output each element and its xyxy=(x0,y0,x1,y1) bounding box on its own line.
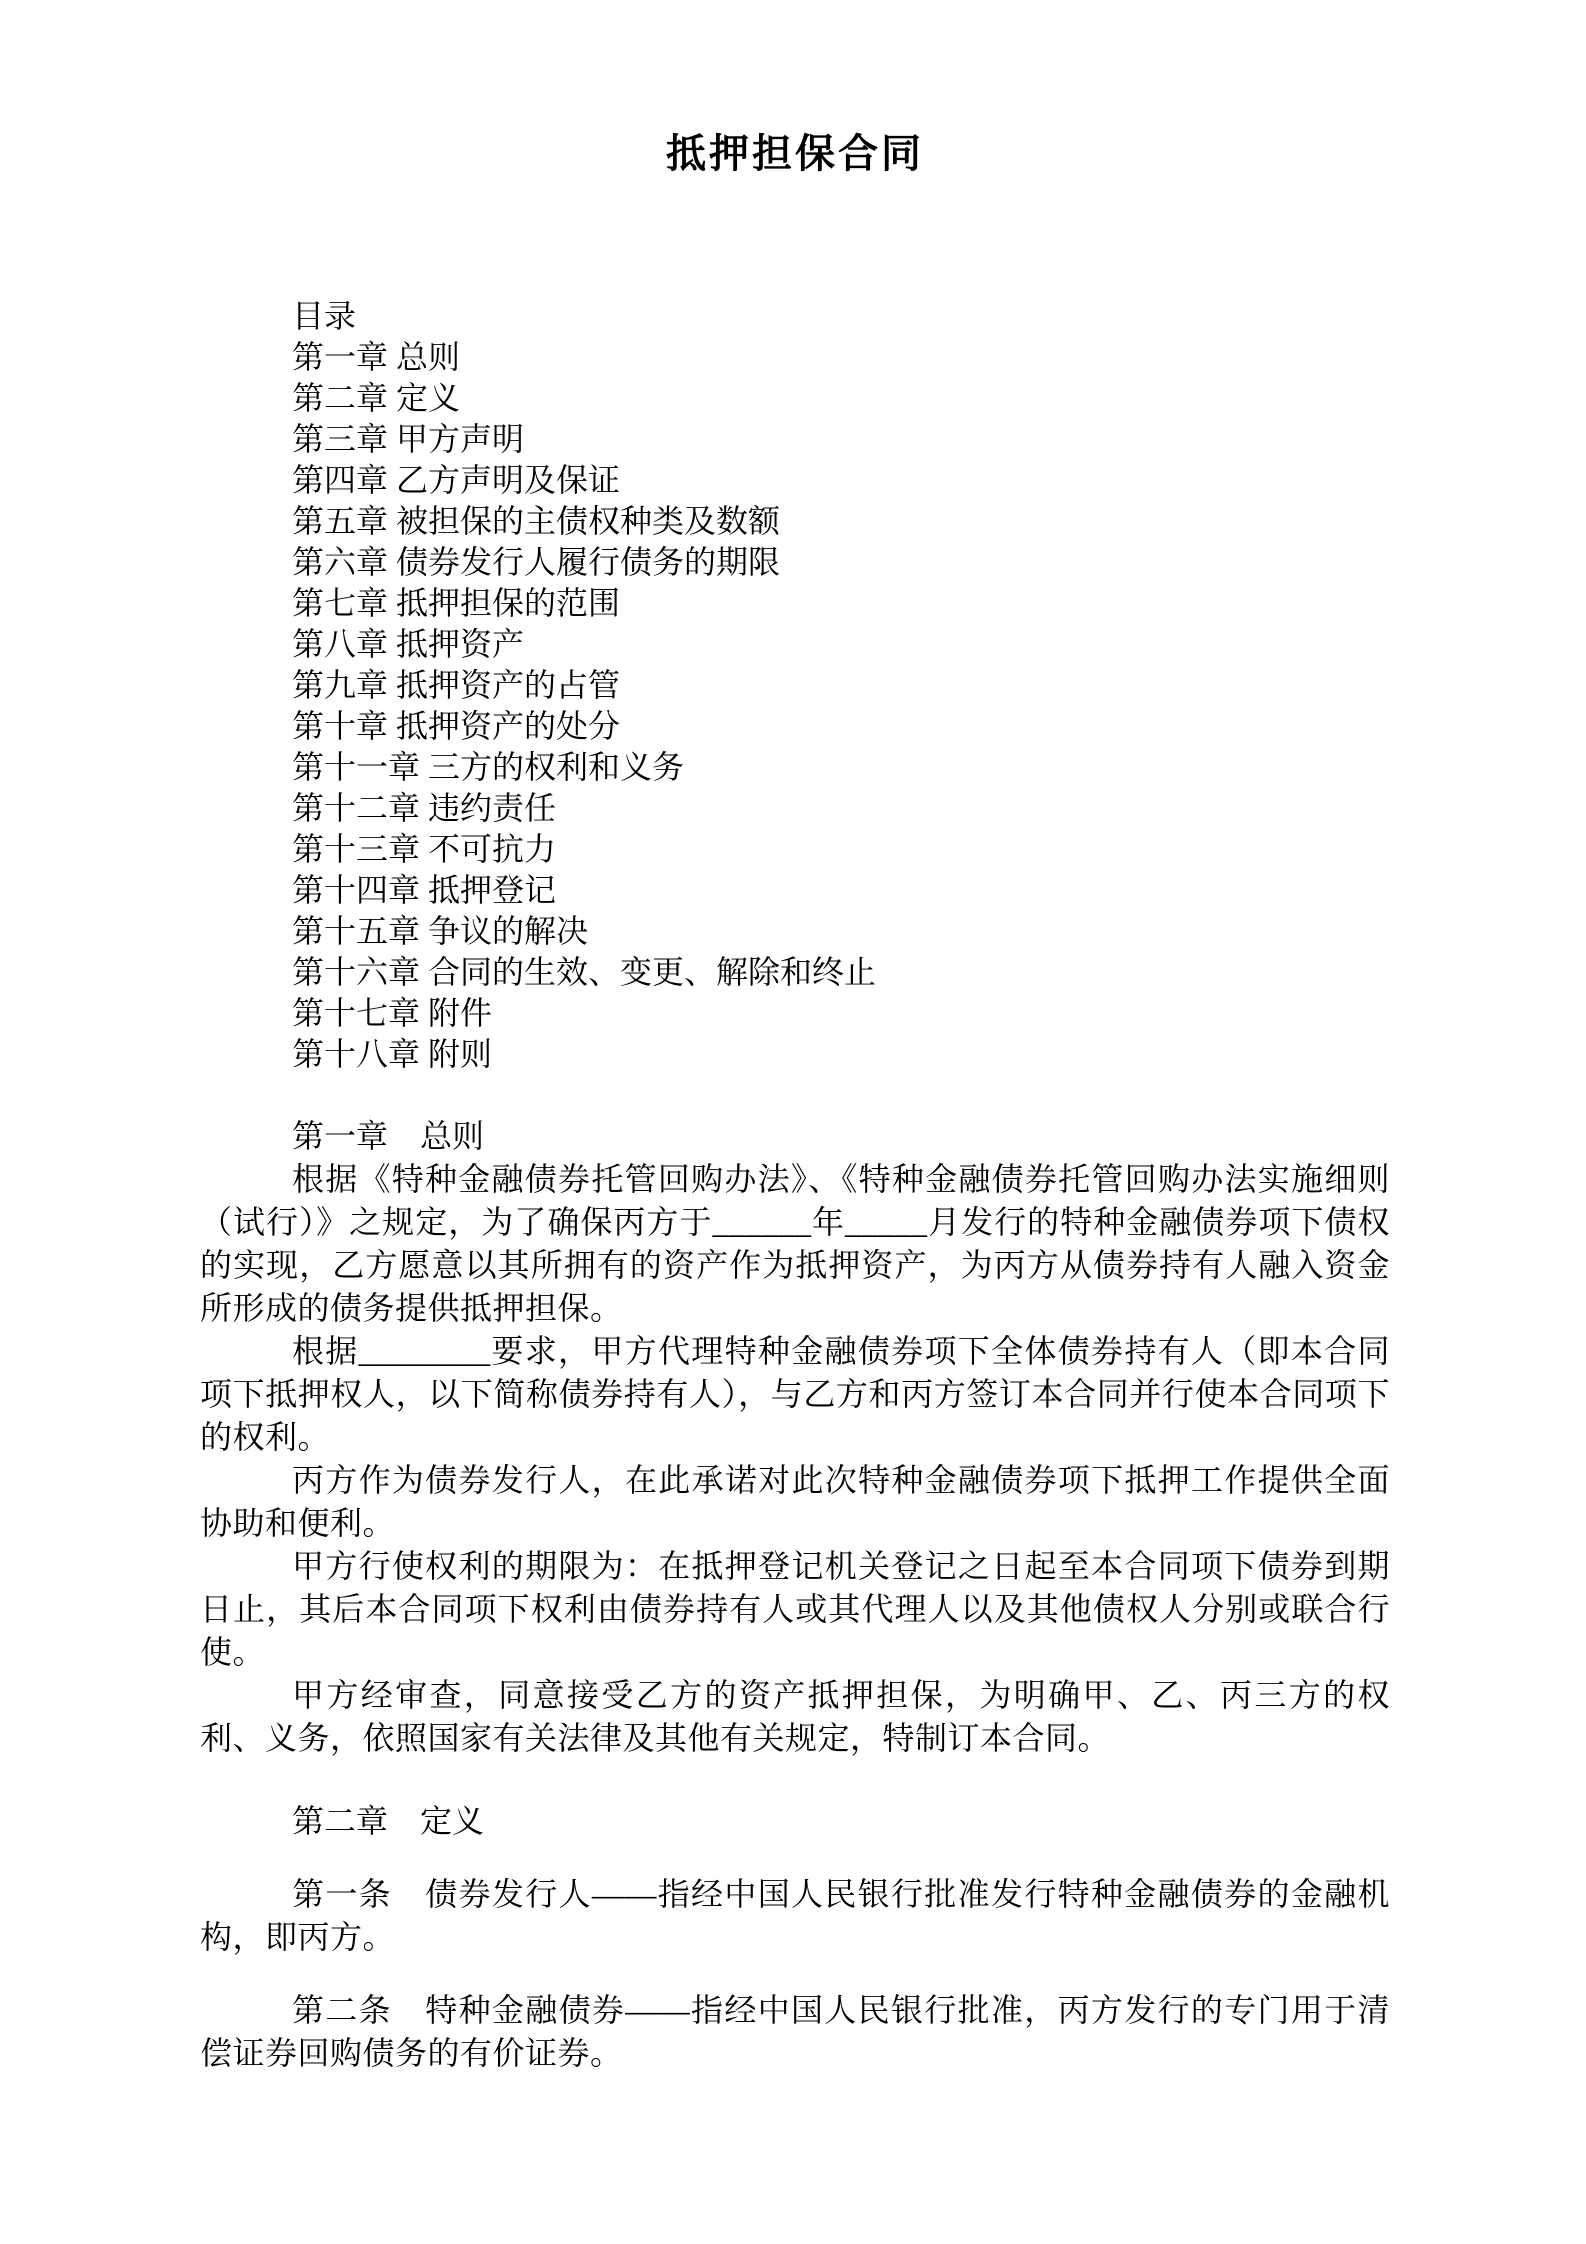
toc-item-17: 第十七章 附件 xyxy=(292,995,493,1031)
toc-item-15: 第十五章 争议的解决 xyxy=(292,913,589,949)
chapter-2-paragraph-2: 第二条 特种金融债券——指经中国人民银行批准，丙方发行的专门用于清偿证券回购债务的有价证券。 xyxy=(200,1992,1390,2071)
toc-item-10: 第十章 抵押资产的处分 xyxy=(292,708,621,744)
chapter-2-paragraph-1: 第一条 债券发行人——指经中国人民银行批准发行特种金融债券的金融机构，即丙方。 xyxy=(200,1876,1390,1955)
toc-item-2: 第二章 定义 xyxy=(292,380,461,416)
chapter-1-paragraph-4: 甲方行使权利的期限为：在抵押登记机关登记之日起至本合同项下债券到期日止，其后本合同项下权利由债券持有人或其代理人以及其他债权人分别或联合行使。 xyxy=(200,1548,1390,1670)
toc-item-7: 第七章 抵押担保的范围 xyxy=(292,585,621,621)
toc-item-1: 第一章 总则 xyxy=(292,339,461,375)
document-title: 抵押担保合同 xyxy=(666,131,924,176)
chapter-1-paragraph-3: 丙方作为债券发行人，在此承诺对此次特种金融债券项下抵押工作提供全面协助和便利。 xyxy=(200,1462,1390,1541)
section-chapter-2 xyxy=(200,1800,1390,2075)
toc-item-13: 第十三章 不可抗力 xyxy=(292,831,557,867)
chapter-1-heading: 第一章 总则 xyxy=(292,1118,485,1154)
chapter-1-paragraph-2: 根据________要求，甲方代理特种金融债券项下全体债券持有人（即本合同项下抵押权人，以下简称债券持有人），与乙方和丙方签订本合同并行使本合同项下的权利。 xyxy=(200,1333,1390,1455)
toc-item-12: 第十二章 违约责任 xyxy=(292,790,557,826)
toc-item-16: 第十六章 合同的生效、变更、解除和终止 xyxy=(292,954,877,990)
toc-item-3: 第三章 甲方声明 xyxy=(292,421,525,457)
toc-item-5: 第五章 被担保的主债权种类及数额 xyxy=(292,503,781,539)
toc-heading: 目录 xyxy=(292,298,357,334)
chapter-1-paragraph-1: 根据《特种金融债券托管回购办法》、《特种金融债券托管回购办法实施细则（试行）》之规定，为了确保丙方于______年_____月发行的特种金融债券项下债权的实现，乙方愿意以其所拥有的资产作为抵押资产，为丙方从债券持有人融入资金所形成的债务提供抵押担保。 xyxy=(200,1161,1390,1326)
chapter-2-heading: 第二章 定义 xyxy=(292,1803,485,1839)
toc-item-11: 第十一章 三方的权利和义务 xyxy=(292,749,685,785)
section-chapter-1 xyxy=(200,1115,1390,1760)
toc-item-14: 第十四章 抵押登记 xyxy=(292,872,557,908)
toc-item-8: 第八章 抵押资产 xyxy=(292,626,525,662)
toc-item-6: 第六章 债券发行人履行债务的期限 xyxy=(292,544,781,580)
table-of-contents xyxy=(200,296,1390,1075)
toc-item-4: 第四章 乙方声明及保证 xyxy=(292,462,621,498)
toc-item-18: 第十八章 附则 xyxy=(292,1036,493,1072)
chapter-1-paragraph-5: 甲方经审查，同意接受乙方的资产抵押担保，为明确甲、乙、丙三方的权利、义务，依照国家有关法律及其他有关规定，特制订本合同。 xyxy=(200,1677,1390,1756)
toc-item-9: 第九章 抵押资产的占管 xyxy=(292,667,621,703)
